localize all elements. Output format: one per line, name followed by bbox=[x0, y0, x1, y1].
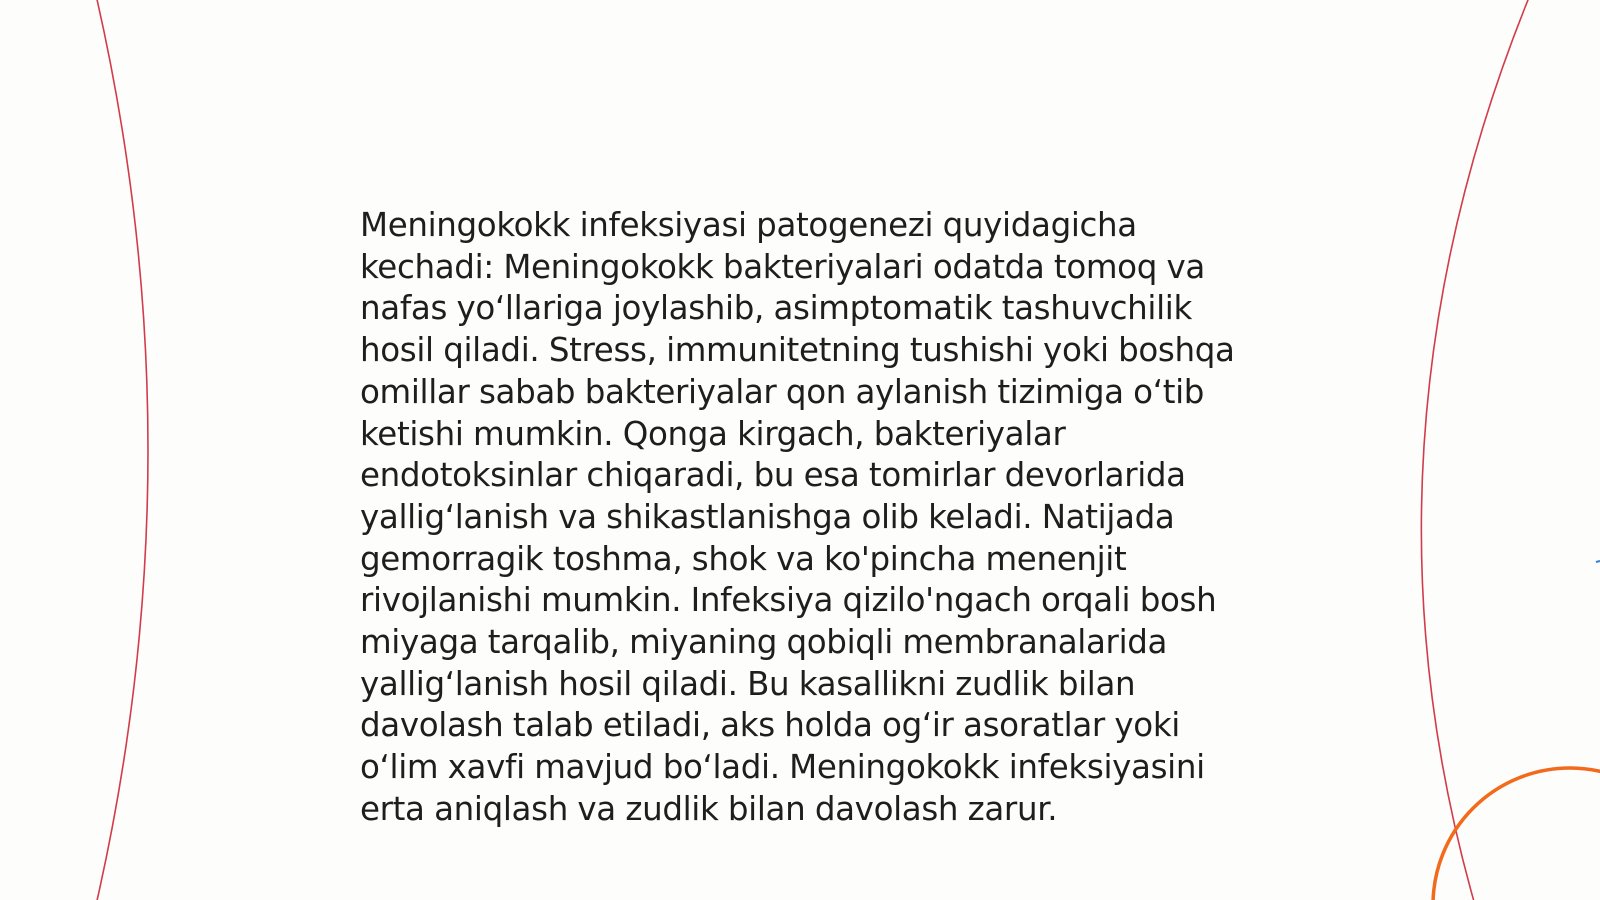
right-arc-line bbox=[1421, 0, 1530, 900]
slide-body-text: Meningokokk infeksiyasi patogenezi quyidagicha kechadi: Meningokokk bakteriyalari odatda tomoq va nafas yo‘llariga joylashib, asimptomatik tashuvchilik hosil qiladi. Stress, immunitetning tushishi yoki boshqa omillar sabab bakteriyalar qon aylanish tizimiga o‘tib ketishi mumkin. Qonga kirgach, bakteriyalar endotoksinlar chiqaradi, bu esa tomirlar devorlarida yallig‘lanish va shikastlanishga olib keladi. Natijada gemorragik toshma, shok va ko'pincha menenjit rivojlanishi mumkin. Infeksiya qizilo'ngach orqali bosh miyaga tarqalib, miyaning qobiqli membranalarida yallig‘lanish hosil qiladi. Bu kasallikni zudlik bilan davolash talab etiladi, aks holda og‘ir asoratlar yoki o‘lim xavfi mavjud bo‘ladi. Meningokokk infeksiyasini erta aniqlash va zudlik bilan davolash zarur. bbox=[360, 206, 1235, 828]
blue-mark bbox=[1596, 561, 1600, 562]
orange-circle-outline bbox=[1433, 768, 1600, 900]
left-arc-line bbox=[96, 0, 148, 900]
